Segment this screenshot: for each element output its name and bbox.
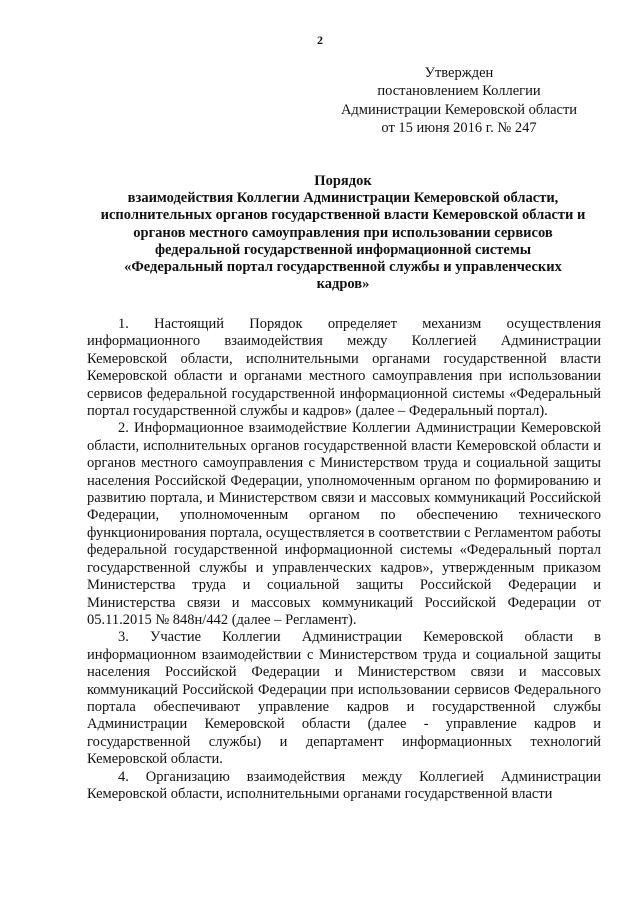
approval-line: Администрации Кемеровской области [340,101,578,118]
title-line: кадров» [316,276,370,293]
title-line: «Федеральный портал государственной службы и управленческих [124,259,562,276]
approval-line: постановлением Коллегии [377,83,541,100]
approval-stamp [330,64,588,137]
document-title [84,173,602,293]
approval-line: Утвержден [424,65,494,81]
paragraph-2: 2. Информационное взаимодействие Коллегии Администрации Кемеровской области, исполнительных органов государственной власти Кемеровской области и органов местного самоуправления с Министерством труда и социальной защиты населения Российской Федерации, уполномоченным органом по формированию и развитию портала, и Министерством связи и массовых коммуникаций Российской Федерации, уполномоченным органом по обеспечению технического функционирования портала, осуществляется в соответствии с Регламентом работы федеральной государственной информационной системы «Федеральный портал государственной службы и управленческих кадров», утвержденным приказом Министерства труда и социальной защиты Российской Федерации и Министерства связи и массовых коммуникаций Российской Федерации от 05.11.2015 № 848н/442 (далее – Регламент). [87,420,601,628]
title-line: органов местного самоуправления при использовании сервисов [133,224,553,241]
page-number: 2 [317,33,323,47]
title-line: Порядок [314,173,372,189]
title-line: федеральной государственной информационной системы [154,241,532,258]
title-line: исполнительных органов государственной власти Кемеровской области и [100,207,586,224]
paragraph-4: 4. Организацию взаимодействия между Коллегией Администрации Кемеровской области, исполнительными органами государственной власти [87,768,601,802]
paragraph-1: 1. Настоящий Порядок определяет механизм осуществления информационного взаимодействия между Коллегией Администрации Кемеровской области, исполнительными органами государственной власти Кемеровской области и органами местного самоуправления при использовании сервисов федеральной государственной информационной системы «Федеральный портал государственной службы и кадров» (далее – Федеральный портал). [87,316,601,420]
title-line: взаимодействия Коллегии Администрации Кемеровской области, [127,190,559,207]
approval-line: от 15 июня 2016 г. № 247 [381,119,537,136]
document-body [87,316,601,803]
paragraph-3: 3. Участие Коллегии Администрации Кемеровской области в информационном взаимодействии с Министерством труда и социальной защиты населения Российской Федерации и Министерством связи и массовых коммуникаций Российской Федерации при использовании сервисов Федерального портала обеспечивают управление кадров и государственной службы Администрации Кемеровской области (далее - управление кадров и государственной службы) и департамент информационных технологий Кемеровской области. [87,629,601,768]
